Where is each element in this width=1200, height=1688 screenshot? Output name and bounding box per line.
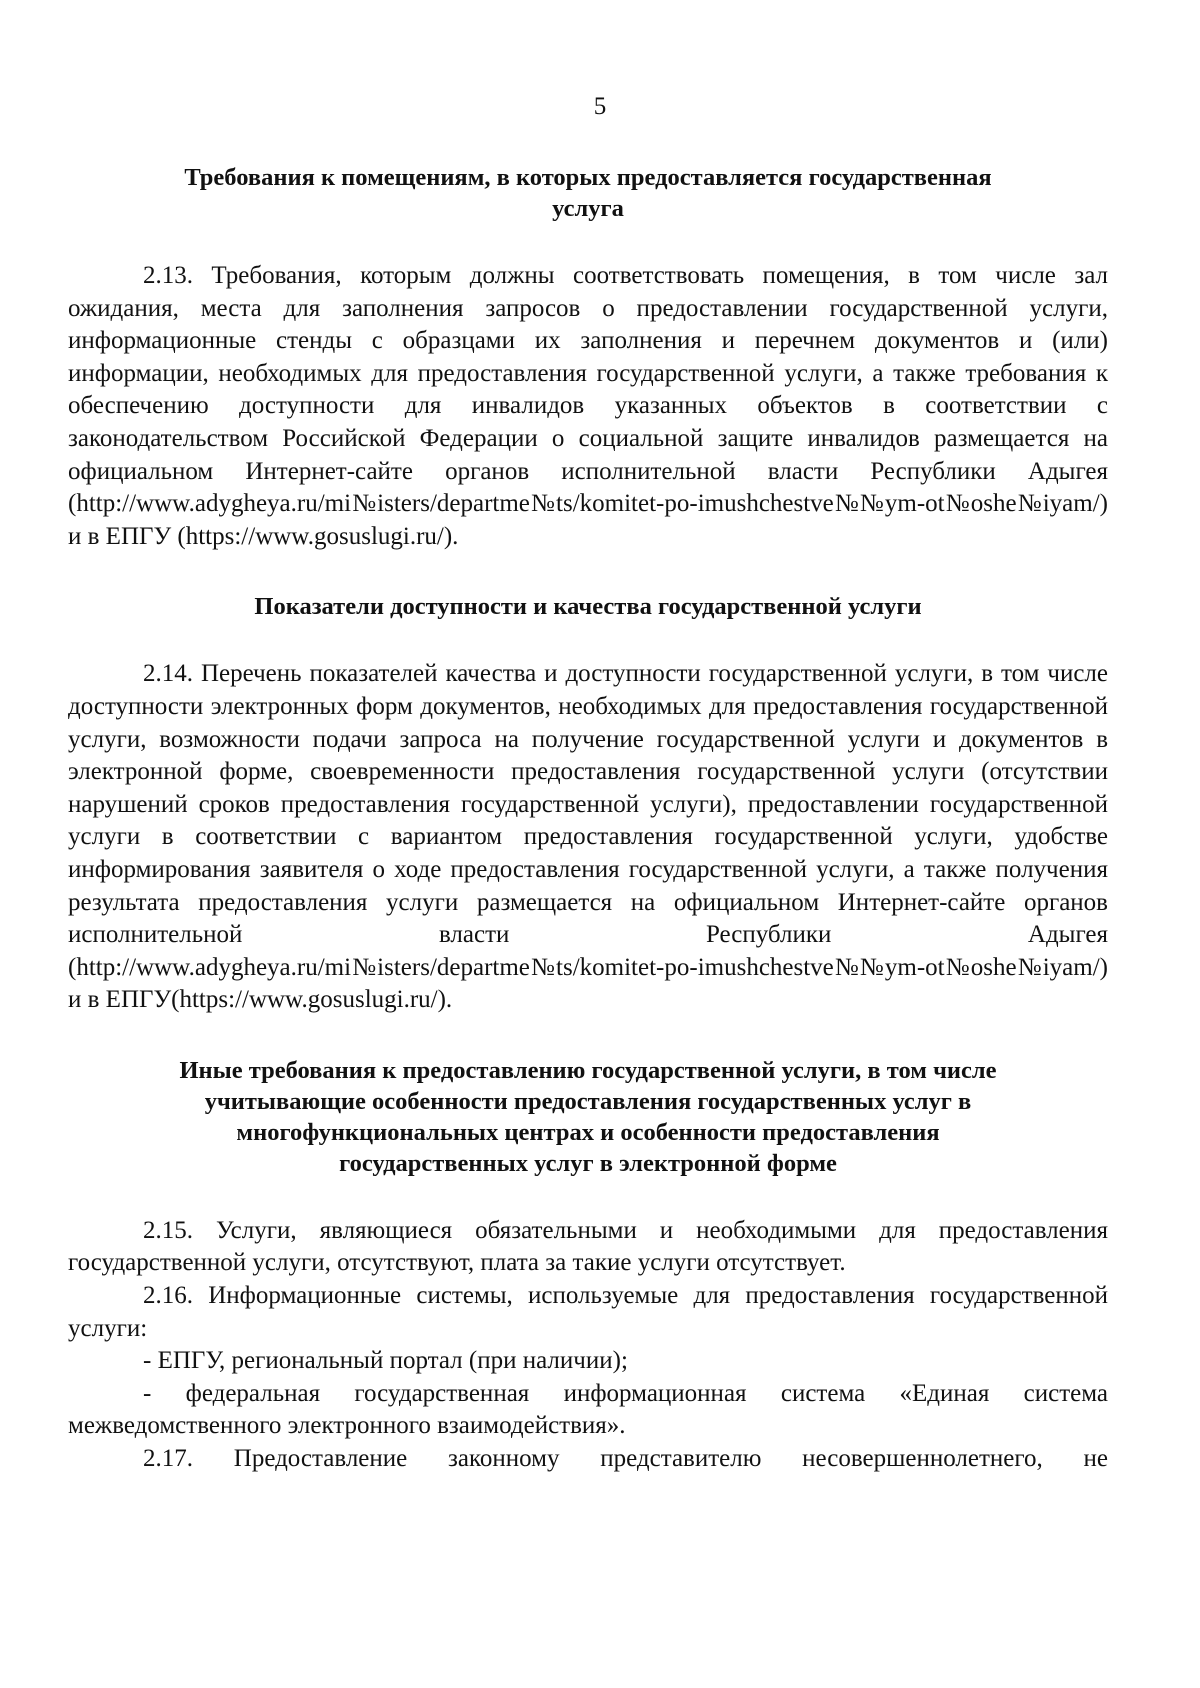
list-item-smev: - федеральная государственная информационная система «Единая система межведомственного электронного взаимодействия». <box>68 1379 1108 1440</box>
heading-line: учитывающие особенности предоставления государственных услуг в <box>204 1087 972 1115</box>
heading-line: Требования к помещениям, в которых предоставляется государственная <box>184 164 992 191</box>
paragraph-2-16: 2.16. Информационные системы, используемые для предоставления государственной услуги: <box>68 1282 1108 1342</box>
heading-line: государственных услуг в электронной форме <box>339 1149 837 1177</box>
heading-line: услуга <box>552 195 624 222</box>
section-heading-accessibility <box>68 591 1108 622</box>
heading-line: многофункциональных центрах и особенности предоставления <box>236 1118 940 1146</box>
heading-line: Иные требования к предоставлению государственной услуги, в том числе <box>179 1056 997 1084</box>
paragraph-2-15: 2.15. Услуги, являющиеся обязательными и необходимыми для предоставления государственной услуги, отсутствуют, плата за такие услуги отсутствует. <box>68 1216 1108 1277</box>
section-heading-premises <box>68 162 1108 224</box>
paragraph-2-14: 2.14. Перечень показателей качества и доступности государственной услуги, в том числе доступности электронных форм документов, необходимых для предоставления государственной услуги, возможности подачи запроса на получение государственной услуги и документов в электронной форме, своевременности предоставления государственной услуги (отсутствии нарушений сроков предоставления государственной услуги), предоставлении государственной услуги в соответствии с вариантом предоставления государственной услуги, удобстве информирования заявителя о ходе предоставления государственной услуги, а также получения результата предоставления услуги размещается на официальном Интернет-сайте органов исполнительной власти Республики Адыгея (http://www.adygheya.ru/mi№isters/departme№ts/komitet-po-imushchestve№№ym-ot№oshe№iyam/) и в ЕПГУ(https://www.gosuslugi.ru/). <box>68 660 1108 1014</box>
document-body <box>68 162 1108 1476</box>
list-item-epgu: - ЕПГУ, региональный портал (при наличии); <box>143 1347 628 1375</box>
page-number: 5 <box>593 93 607 120</box>
paragraph-2-13: 2.13. Требования, которым должны соответствовать помещения, в том числе зал ожидания, места для заполнения запросов о предоставлении государственной услуги, информационные стенды с образцами их заполнения и перечнем документов и (или) информации, необходимых для предоставления государственной услуги, а также требования к обеспечению доступности для инвалидов указанных объектов в соответствии с законодательством Российской Федерации о социальной защите инвалидов размещается на официальном Интернет-сайте органов исполнительной власти Республики Адыгея (http://www.adygheya.ru/mi№isters/departme№ts/komitet-po-imushchestve№№ym-ot№oshe№iyam/) и в ЕПГУ (https://www.gosuslugi.ru/). <box>68 262 1108 550</box>
heading-line: Показатели доступности и качества государственной услуги <box>254 593 922 621</box>
paragraph-2-17: 2.17. Предоставление законному представителю несовершеннолетнего, не <box>143 1445 1108 1473</box>
section-heading-other-requirements <box>68 1055 1108 1179</box>
